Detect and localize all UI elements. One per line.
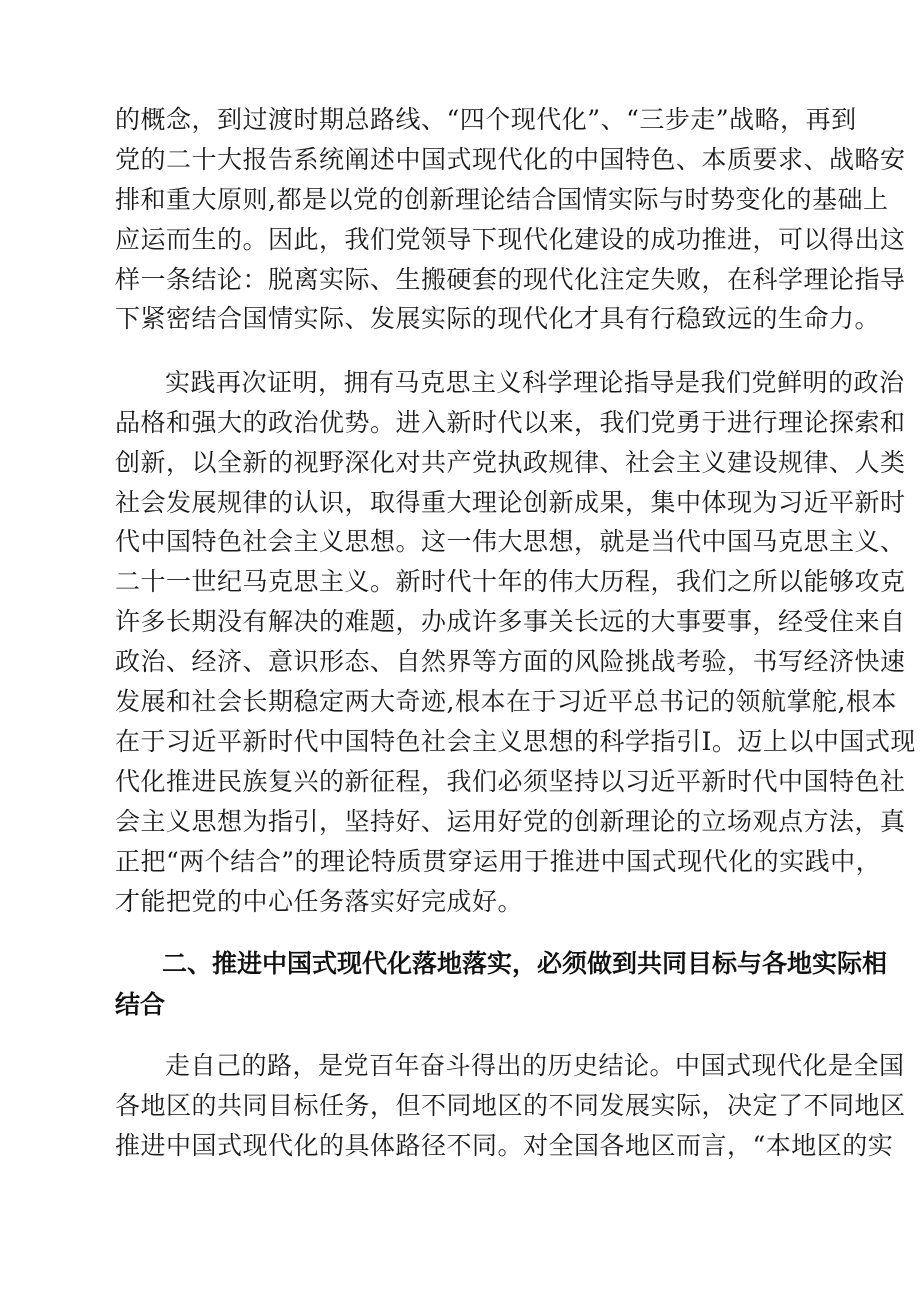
text-line: 正把“两个结合”的理论特质贯穿运用于推进中国式现代化的实践中， <box>115 847 882 876</box>
text-line: 应运而生的。因此，我们党领导下现代化建设的成功推进，可以得出这 <box>115 225 906 254</box>
text-line: 各地区的共同目标任务，但不同地区的不同发展实际，决定了不同地区 <box>115 1091 906 1120</box>
text-line: 社会发展规律的认识，取得重大理论创新成果，集中体现为习近平新时 <box>115 488 906 517</box>
text-line: 样一条结论：脱离实际、生搬硬套的现代化注定失败，在科学理论指导 <box>115 265 906 294</box>
text-line: 才能把党的中心任务落实好完成好。 <box>115 887 524 916</box>
text-line: 二十一世纪马克思主义。新时代十年的伟大历程，我们之所以能够攻克 <box>115 567 906 596</box>
text-line: 推进中国式现代化的具体路径不同。对全国各地区而言，“本地区的实 <box>115 1131 894 1160</box>
text-line: 排和重大原则,都是以党的创新理论结合国情实际与时势变化的基础上 <box>115 185 889 214</box>
heading-line: 二、推进中国式现代化落地落实，必须做到共同目标与各地实际相 <box>162 949 888 978</box>
text-line: 实践再次证明，拥有马克思主义科学理论指导是我们党鲜明的政治 <box>165 368 905 397</box>
text-line: 品格和强大的政治优势。进入新时代以来，我们党勇于进行理论探索和 <box>115 408 906 437</box>
text-line: 创新，以全新的视野深化对共产党执政规律、社会主义建设规律、人类 <box>115 448 906 477</box>
text-line: 在于习近平新时代中国特色社会主义思想的科学指引I。迈上以中国式现 <box>115 727 916 756</box>
text-line: 代化推进民族复兴的新征程，我们必须坚持以习近平新时代中国特色社 <box>115 767 906 796</box>
heading-line: 结合 <box>115 990 166 1019</box>
text-line: 党的二十大报告系统阐述中国式现代化的中国特色、本质要求、战略安 <box>115 145 906 174</box>
text-line: 下紧密结合国情实际、发展实际的现代化才具有行稳致远的生命力。 <box>115 304 881 333</box>
text-line: 的概念，到过渡时期总路线、“四个现代化”、“三步走”战略，再到 <box>115 105 857 134</box>
text-line: 发展和社会长期稳定两大奇迹,根本在于习近平总书记的领航掌舵,根本 <box>115 687 897 716</box>
text-line: 政治、经济、意识形态、自然界等方面的风险挑战考验，书写经济快速 <box>115 647 906 676</box>
text-line: 走自己的路，是党百年奋斗得出的历史结论。中国式现代化是全国 <box>165 1051 905 1080</box>
text-line: 会主义思想为指引，坚持好、运用好党的创新理论的立场观点方法，真 <box>115 807 906 836</box>
text-line: 代中国特色社会主义思想。这一伟大思想，就是当代中国马克思主义、 <box>115 527 906 556</box>
text-line: 许多长期没有解决的难题，办成许多事关长远的大事要事，经受住来自 <box>115 607 906 636</box>
